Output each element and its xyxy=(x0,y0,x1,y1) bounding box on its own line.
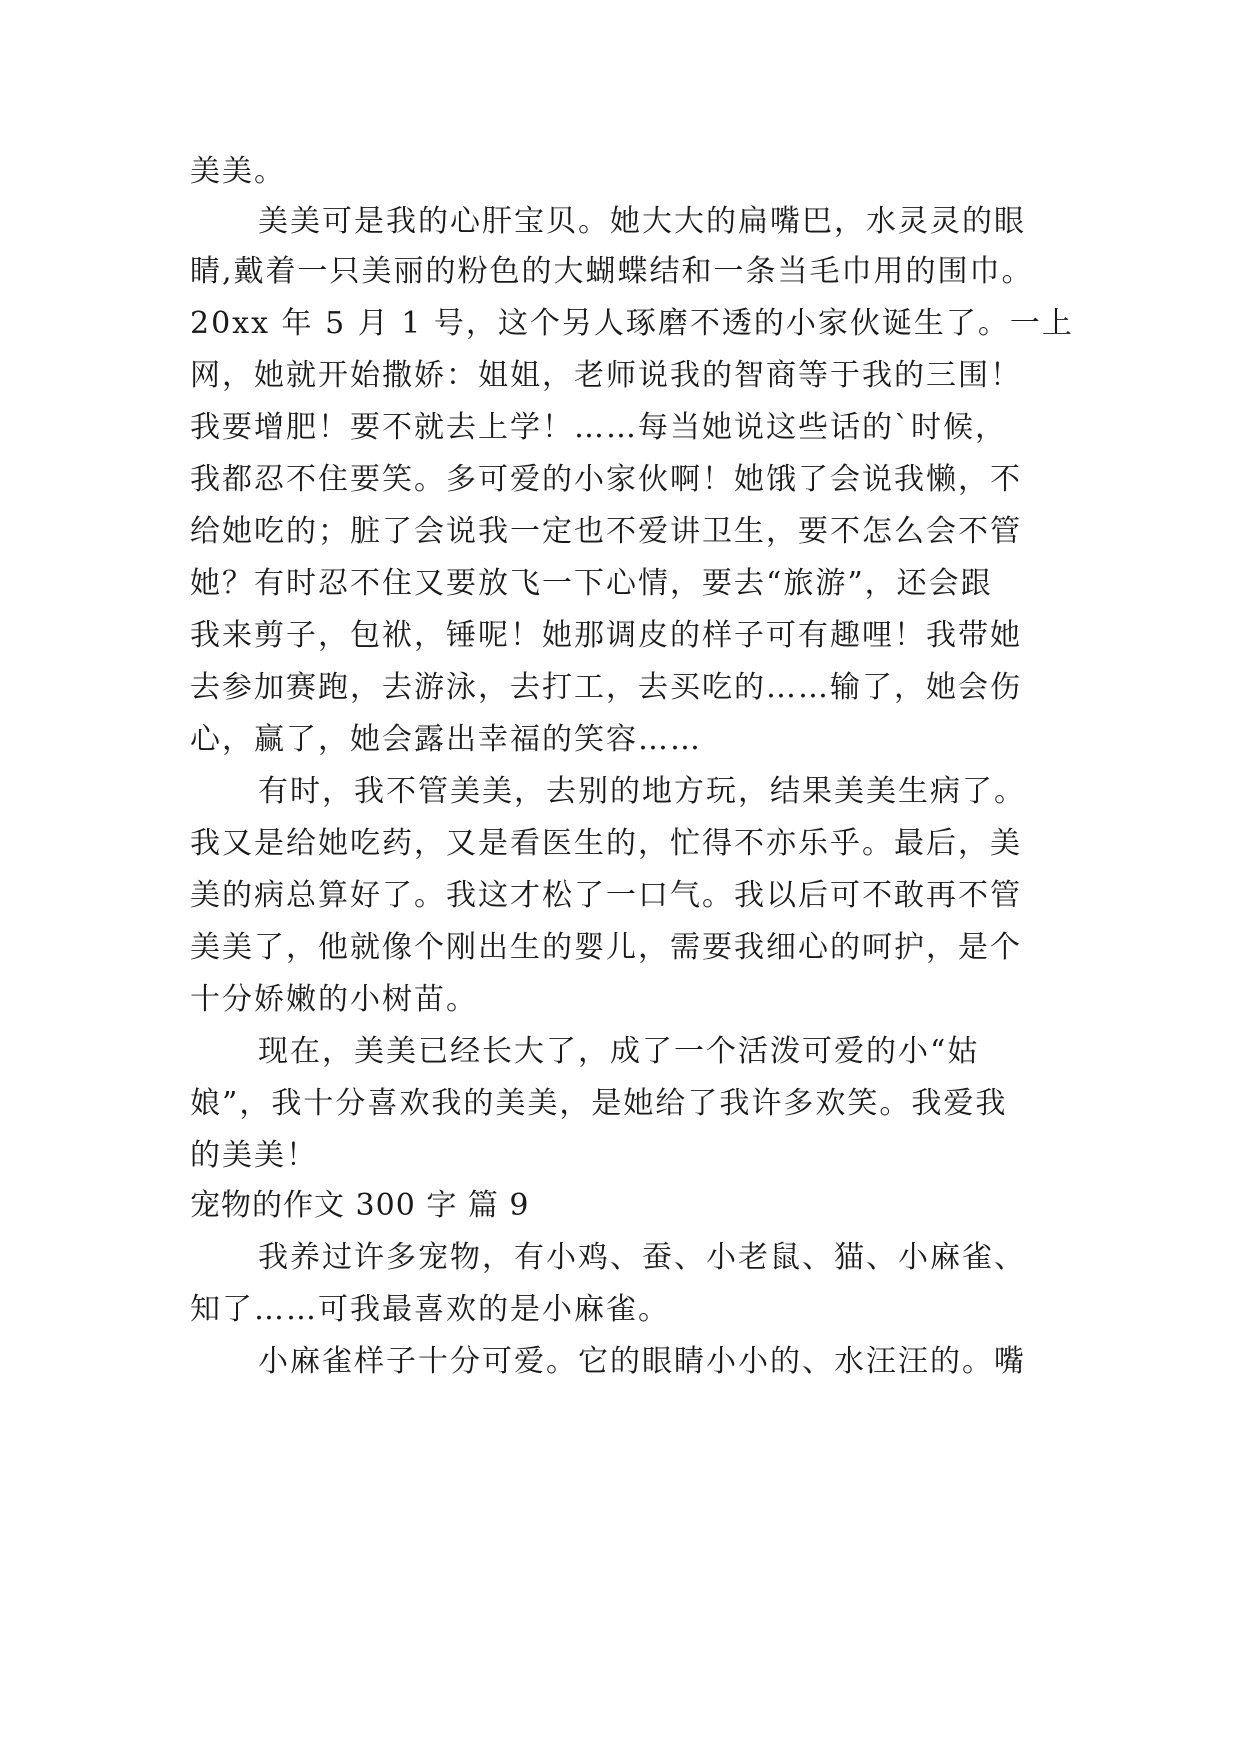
text-line: 十分娇嫩的小树苗。 xyxy=(190,982,478,1017)
text-line: 她？有时忍不住又要放飞一下心情，要去“旅游”，还会跟 xyxy=(190,566,993,601)
text-line: 美的病总算好了。我这才松了一口气。我以后可不敢再不管 xyxy=(190,878,1022,913)
paragraph-start-line: 小麻雀样子十分可爱。它的眼睛小小的、水汪汪的。嘴 xyxy=(258,1344,1026,1379)
section-heading: 宠物的作文 300 字 篇 9 xyxy=(190,1188,530,1223)
text-line: 娘”，我十分喜欢我的美美，是她给了我许多欢笑。我爱我 xyxy=(190,1086,1008,1121)
text-line: 我来剪子，包袱，锤呢！她那调皮的样子可有趣哩！我带她 xyxy=(190,618,1022,653)
text-line: 20xx 年 5 月 1 号，这个另人琢磨不透的小家伙诞生了。一上 xyxy=(190,306,1074,341)
paragraph-start-line: 我养过许多宠物，有小鸡、蚕、小老鼠、猫、小麻雀、 xyxy=(258,1240,1026,1275)
text-line: 知了……可我最喜欢的是小麻雀。 xyxy=(190,1292,670,1327)
paragraph-start-line: 现在，美美已经长大了，成了一个活泼可爱的小“姑 xyxy=(258,1034,980,1069)
text-line: 我要增肥！要不就去上学！……每当她说这些话的`时候， xyxy=(190,410,1007,445)
text-line: 我都忍不住要笑。多可爱的小家伙啊！她饿了会说我懒，不 xyxy=(190,462,1022,497)
text-line: 美美了，他就像个刚出生的婴儿，需要我细心的呵护，是个 xyxy=(190,930,1022,965)
text-line: 去参加赛跑，去游泳，去打工，去买吃的……输了，她会伤 xyxy=(190,670,1022,705)
text-line: 网，她就开始撒娇：姐姐，老师说我的智商等于我的三围！ xyxy=(190,358,1022,393)
paragraph-start-line: 有时，我不管美美，去别的地方玩，结果美美生病了。 xyxy=(258,774,1026,809)
paragraph-start-line: 美美可是我的心肝宝贝。她大大的扁嘴巴，水灵灵的眼 xyxy=(258,204,1026,239)
text-line: 心，赢了，她会露出幸福的笑容…… xyxy=(190,722,702,757)
text-line: 给她吃的；脏了会说我一定也不爱讲卫生，要不怎么会不管 xyxy=(190,514,1022,549)
text-line: 睛,戴着一只美丽的粉色的大蝴蝶结和一条当毛巾用的围巾。 xyxy=(190,254,1034,289)
text-line: 我又是给她吃药，又是看医生的，忙得不亦乐乎。最后，美 xyxy=(190,826,1022,861)
text-line: 美美。 xyxy=(190,154,286,189)
text-line: 的美美！ xyxy=(190,1138,318,1173)
